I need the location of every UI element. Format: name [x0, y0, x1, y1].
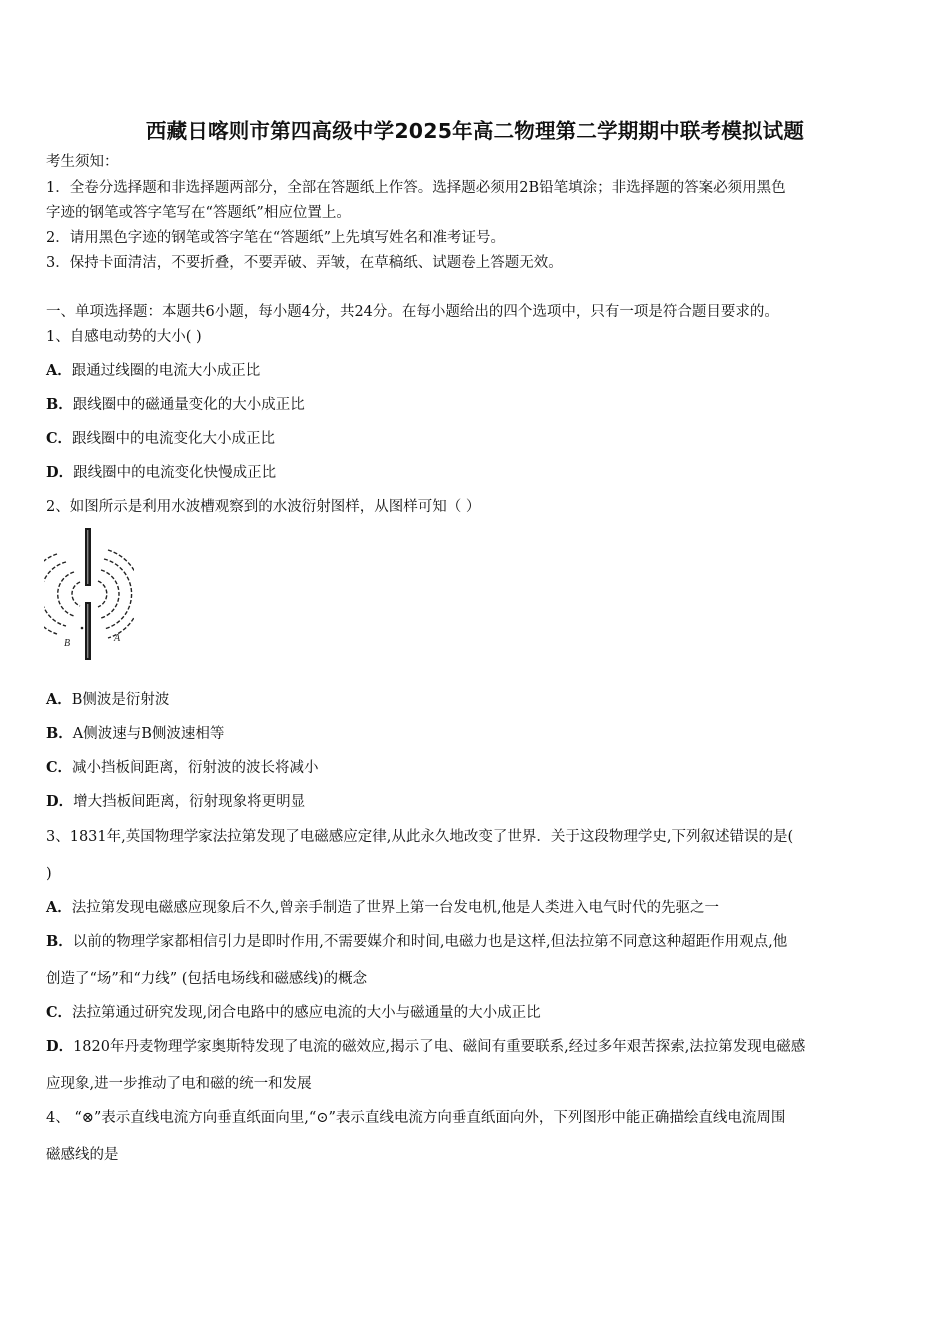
q1-option-d — [46, 463, 906, 483]
figure-label-b: B — [64, 638, 71, 649]
q3-option-c — [46, 1003, 906, 1023]
option-text: A侧波速与B侧波速相等 — [72, 726, 225, 742]
q1-option-c — [46, 429, 906, 449]
q2-option-a — [46, 690, 906, 710]
question-4-stem: 4、 “⊗”表示直线电流方向垂直纸面向里,“⊙”表示直线电流方向垂直纸面向外，下列图形中能正确描绘直线电流周围 — [46, 1110, 786, 1126]
option-letter: B． — [46, 725, 73, 742]
option-text: 以前的物理学家都相信引力是即时作用,不需要媒介和时间,电磁力也是这样,但法拉第不同意这种超距作用观点,他 — [72, 934, 788, 950]
q2-option-b — [46, 724, 906, 744]
q3-option-d-cont: 应现象,进一步推动了电和磁的统一和发展 — [46, 1076, 312, 1092]
option-text: B侧波是衍射波 — [71, 692, 170, 708]
option-letter: B． — [46, 933, 73, 950]
notice-item: 字迹的钢笔或答字笔写在“答题纸”相应位置上。 — [46, 205, 351, 221]
figure-label-a: A — [114, 633, 121, 644]
question-3-stem: 3、1831年,英国物理学家法拉第发现了电磁感应定律,从此永久地改变了世界．关于这段物理学史,下列叙述错误的是( — [46, 829, 794, 845]
option-text: 1820年丹麦物理学家奥斯特发现了电流的磁效应,揭示了电、磁间有重要联系,经过多年艰苦探索,法拉第发现电磁感 — [73, 1039, 806, 1055]
option-text: 跟线圈中的电流变化大小成正比 — [72, 431, 276, 447]
water-wave-diffraction-figure — [44, 526, 134, 662]
option-text: 跟通过线圈的电流大小成正比 — [71, 363, 261, 379]
q2-option-c — [46, 758, 906, 778]
q2-option-d — [46, 792, 906, 812]
option-text: 跟线圈中的磁通量变化的大小成正比 — [72, 397, 305, 413]
wave-arcs-a-side — [98, 550, 134, 638]
question-3-stem-cont: ) — [46, 866, 52, 882]
source-dot — [81, 627, 84, 630]
option-letter: C． — [46, 759, 73, 776]
wave-arcs-b-side — [44, 554, 80, 634]
notice-heading: 考生须知： — [46, 154, 119, 170]
page-title: 西藏日喀则市第四高级中学2025年高二物理第二学期期中联考模拟试题 — [145, 119, 805, 143]
option-text: 法拉第通过研究发现,闭合电路中的感应电流的大小与磁通量的大小成正比 — [72, 1005, 541, 1021]
option-letter: B． — [46, 396, 73, 413]
question-4-stem-cont: 磁感线的是 — [46, 1147, 119, 1163]
option-letter: A． — [46, 899, 72, 916]
option-text: 跟线圈中的电流变化快慢成正比 — [73, 465, 277, 481]
section-heading: 一、单项选择题：本题共6小题，每小题4分，共24分。在每小题给出的四个选项中，只有一项是符合题目要求的。 — [46, 304, 779, 320]
q1-option-b — [46, 395, 906, 415]
option-letter: D． — [46, 793, 74, 810]
notice-item: 1．全卷分选择题和非选择题两部分，全部在答题纸上作答。选择题必须用2B铅笔填涂；非选择题的答案必须用黑色 — [46, 180, 786, 196]
q3-option-b-cont: 创造了“场”和“力线” (包括电场线和磁感线)的概念 — [46, 971, 368, 987]
q3-option-b — [46, 932, 906, 952]
option-letter: A． — [46, 691, 72, 708]
q3-option-a — [46, 898, 906, 918]
option-letter: C． — [46, 430, 73, 447]
q1-option-a — [46, 361, 906, 381]
notice-item: 3．保持卡面清洁，不要折叠，不要弄破、弄皱，在草稿纸、试题卷上答题无效。 — [46, 255, 563, 271]
option-text: 法拉第发现电磁感应现象后不久,曾亲手制造了世界上第一台发电机,他是人类进入电气时代的先驱之一 — [71, 900, 719, 916]
option-text: 减小挡板间距离，衍射波的波长将减小 — [72, 760, 319, 776]
option-letter: D． — [46, 1038, 74, 1055]
option-letter: C． — [46, 1004, 73, 1021]
question-1-stem: 1、自感电动势的大小( ) — [46, 329, 202, 345]
option-text: 增大挡板间距离，衍射现象将更明显 — [73, 794, 306, 810]
option-letter: A． — [46, 362, 72, 379]
q3-option-d — [46, 1037, 906, 1057]
question-2-stem: 2、如图所示是利用水波槽观察到的水波衍射图样，从图样可知（ ） — [46, 499, 481, 515]
option-letter: D． — [46, 464, 74, 481]
notice-item: 2．请用黑色字迹的钢笔或答字笔在“答题纸”上先填写姓名和准考证号。 — [46, 230, 506, 246]
